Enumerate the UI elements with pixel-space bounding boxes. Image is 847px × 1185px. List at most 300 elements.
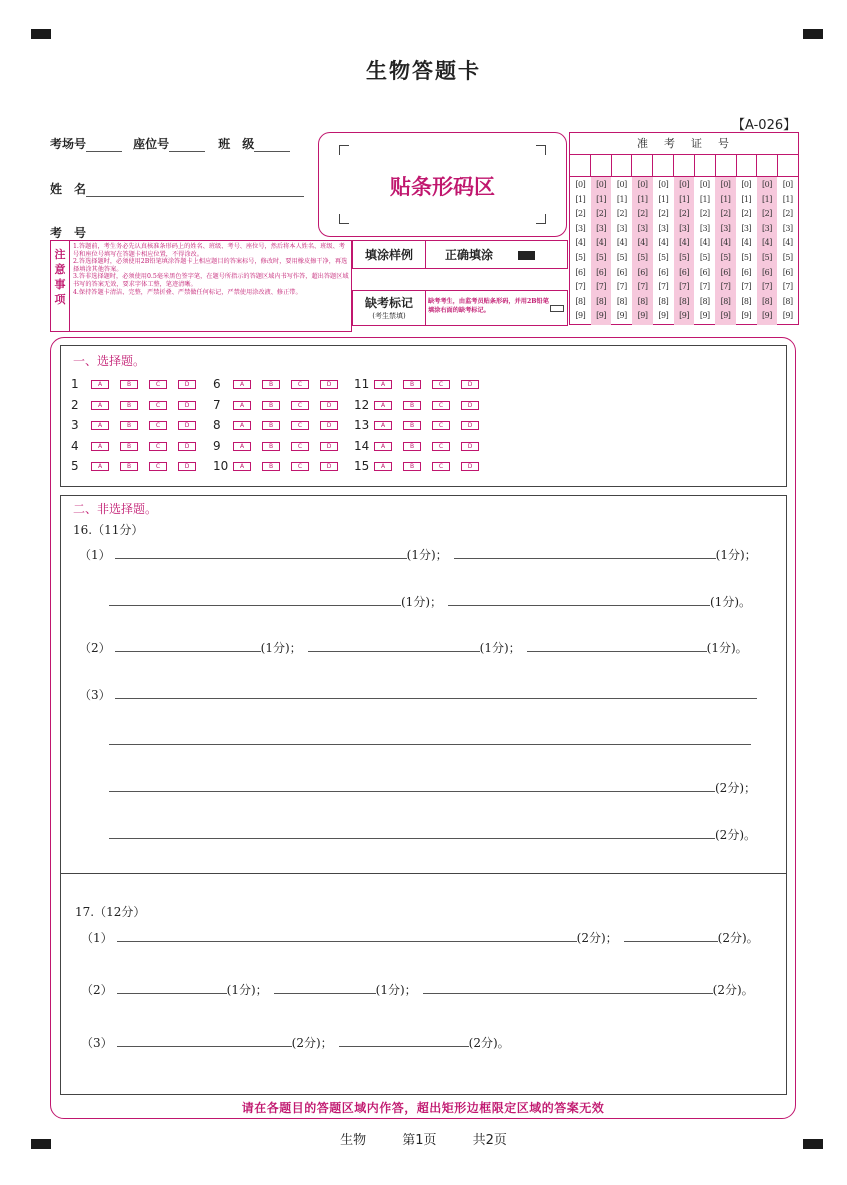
page-title: 生物答题卡	[366, 59, 481, 83]
digit-bubble[interactable]: [4]	[616, 238, 627, 248]
digit-bubble[interactable]: [7]	[575, 282, 586, 292]
notice-line: 2.答选择题时，必须使用2B铅笔填涂答题卡上相应题目的答案标号，修改时，要用橡皮擦干净，再选择填涂其他答案。	[73, 258, 348, 273]
mc-question-number: 14	[354, 439, 370, 453]
mc-option-b[interactable]: B	[120, 421, 138, 430]
admission-digit-column	[715, 177, 736, 325]
digit-bubble[interactable]: [5]	[596, 252, 607, 262]
digit-bubble[interactable]: [7]	[679, 282, 689, 292]
score: (2分)。	[717, 931, 759, 945]
digit-bubble[interactable]: [2]	[679, 209, 689, 219]
mc-option-c[interactable]: C	[149, 380, 167, 389]
answer-line[interactable]	[115, 640, 261, 652]
mc-option-d[interactable]: D	[178, 442, 196, 451]
mc-option-a[interactable]: A	[91, 442, 109, 451]
mc-question	[354, 439, 490, 453]
digit-bubble[interactable]: [1]	[762, 194, 772, 204]
digit-bubble[interactable]: [9]	[699, 311, 710, 321]
digit-bubble[interactable]: [9]	[762, 311, 772, 321]
digit-bubble[interactable]: [8]	[679, 296, 689, 306]
mc-option-b[interactable]: B	[262, 401, 280, 410]
digit-bubble[interactable]: [0]	[720, 180, 731, 189]
position-mark-tl	[31, 29, 51, 39]
mc-question-number: 12	[354, 398, 370, 412]
mc-option-b[interactable]: B	[403, 421, 421, 430]
answer-line[interactable]	[109, 827, 715, 839]
digit-bubble[interactable]: [6]	[762, 267, 772, 277]
admission-digit-column	[757, 177, 778, 325]
mc-option-d[interactable]: D	[320, 462, 338, 471]
bottom-note: 请在各题目的答题区域内作答，超出矩形边框限定区域的答案无效	[241, 1101, 605, 1115]
digit-bubble[interactable]: [5]	[616, 252, 627, 262]
barcode-area	[318, 132, 567, 237]
mc-option-b[interactable]: B	[262, 442, 280, 451]
digit-bubble[interactable]: [0]	[782, 180, 793, 189]
digit-bubble[interactable]: [9]	[720, 311, 731, 321]
digit-bubble[interactable]: [6]	[637, 267, 648, 277]
digit-bubble[interactable]: [6]	[699, 267, 710, 277]
mc-option-c[interactable]: C	[149, 462, 167, 471]
exam-room-field[interactable]	[86, 138, 122, 152]
mc-option-b[interactable]: B	[262, 380, 280, 389]
answer-line[interactable]	[339, 1035, 469, 1047]
mc-question-number: 15	[354, 459, 370, 473]
digit-bubble[interactable]: [1]	[616, 194, 627, 204]
card-code: 【A-026】	[732, 118, 797, 133]
mc-option-a[interactable]: A	[233, 442, 251, 451]
mc-question	[71, 439, 207, 453]
mc-question	[71, 459, 207, 473]
digit-bubble[interactable]: [5]	[762, 252, 772, 262]
mc-question-number: 3	[71, 418, 79, 432]
mc-option-c[interactable]: C	[432, 421, 450, 430]
mc-option-d[interactable]: D	[461, 462, 479, 471]
mc-option-a[interactable]: A	[233, 462, 251, 471]
score: (2分)。	[715, 828, 756, 842]
fill-sample-label: 填涂样例	[353, 241, 426, 268]
digit-bubble[interactable]: [3]	[699, 223, 710, 233]
mc-question-number: 1	[71, 377, 79, 391]
q17-p2-row	[81, 981, 754, 998]
digit-bubble[interactable]: [3]	[575, 223, 586, 233]
answer-line[interactable]	[115, 547, 407, 559]
score: (1分)；	[406, 548, 448, 562]
mc-option-c[interactable]: C	[432, 380, 450, 389]
mc-option-c[interactable]: C	[432, 401, 450, 410]
mc-option-b[interactable]: B	[120, 442, 138, 451]
mc-option-c[interactable]: C	[291, 442, 309, 451]
digit-bubble[interactable]: [0]	[658, 180, 669, 189]
digit-bubble[interactable]: [0]	[699, 180, 710, 189]
digit-bubble[interactable]: [1]	[699, 194, 710, 204]
mc-question-number: 13	[354, 418, 370, 432]
filled-sample-mark	[518, 251, 535, 260]
mc-option-b[interactable]: B	[403, 380, 421, 389]
digit-bubble[interactable]: [4]	[637, 238, 648, 248]
exam-room-label: 考场号	[50, 137, 87, 151]
absent-sub: (考生禁填)	[372, 312, 406, 320]
digit-bubble[interactable]: [6]	[679, 267, 689, 277]
digit-bubble[interactable]: [8]	[741, 296, 752, 306]
admission-digit-box[interactable]	[612, 155, 633, 176]
mc-option-d[interactable]: D	[320, 421, 338, 430]
score: (1分)；	[226, 983, 268, 997]
notice-line: 3.答非选择题时，必须使用0.5毫米黑色签字笔，在题号所指示的答题区域内书写作答，超出答题区域书写的答案无效，要求字体工整，笔迹清晰。	[73, 273, 349, 288]
digit-bubble[interactable]: [4]	[782, 238, 793, 248]
mc-option-b[interactable]: B	[120, 380, 138, 389]
digit-bubble[interactable]: [3]	[616, 223, 627, 233]
digit-bubble[interactable]: [8]	[637, 296, 648, 306]
digit-bubble[interactable]: [9]	[782, 311, 793, 321]
digit-bubble[interactable]: [7]	[782, 282, 793, 292]
digit-bubble[interactable]: [9]	[596, 311, 607, 321]
digit-bubble[interactable]: [6]	[658, 267, 669, 277]
free-response-section	[60, 495, 787, 1095]
admission-digit-column	[632, 177, 653, 325]
mc-option-c[interactable]: C	[432, 442, 450, 451]
mc-option-d[interactable]: D	[461, 401, 479, 410]
name-field[interactable]	[86, 183, 304, 197]
q17-p3-label: （3）	[81, 1036, 113, 1050]
digit-bubble[interactable]: [6]	[741, 267, 752, 277]
admission-digit-box[interactable]	[674, 155, 695, 176]
admission-digit-box[interactable]	[757, 155, 778, 176]
digit-bubble[interactable]: [2]	[596, 209, 607, 219]
mc-option-c[interactable]: C	[291, 380, 309, 389]
digit-bubble[interactable]: [4]	[679, 238, 689, 248]
mc-option-d[interactable]: D	[461, 380, 479, 389]
digit-bubble[interactable]: [0]	[575, 180, 586, 189]
digit-bubble[interactable]: [8]	[762, 296, 772, 306]
notice-side-char: 事	[54, 278, 66, 291]
mc-option-d[interactable]: D	[178, 401, 196, 410]
digit-bubble[interactable]: [7]	[658, 282, 669, 292]
mc-question	[213, 398, 349, 412]
mc-option-a[interactable]: A	[91, 401, 109, 410]
mc-question	[71, 377, 207, 391]
corner-tl	[339, 145, 349, 155]
digit-bubble[interactable]: [1]	[741, 194, 752, 204]
q16-p3-row4	[109, 826, 756, 843]
answer-line[interactable]	[527, 640, 707, 652]
digit-bubble[interactable]: [5]	[720, 252, 731, 262]
mc-question-number: 10	[213, 459, 229, 473]
digit-bubble[interactable]: [1]	[575, 194, 586, 204]
q16-p3-row3	[109, 779, 756, 796]
digit-bubble[interactable]: [3]	[596, 223, 607, 233]
digit-bubble[interactable]: [1]	[679, 194, 689, 204]
seat-field[interactable]	[169, 138, 205, 152]
q17-p1-row	[81, 929, 759, 946]
mc-option-a[interactable]: A	[91, 421, 109, 430]
mc-option-a[interactable]: A	[374, 442, 392, 451]
q17-p2-label: （2）	[81, 983, 113, 997]
q17-p3-row	[81, 1034, 510, 1051]
answer-line[interactable]	[109, 733, 751, 745]
digit-bubble[interactable]: [0]	[679, 180, 689, 189]
answer-line[interactable]	[454, 547, 716, 559]
mc-question	[354, 398, 490, 412]
admission-digit-column	[674, 177, 695, 325]
digit-bubble[interactable]: [0]	[616, 180, 627, 189]
corner-br	[536, 214, 546, 224]
digit-bubble[interactable]: [4]	[596, 238, 607, 248]
absent-desc: 缺考考生，由监考员贴条形码，并用2B铅笔填涂右面的缺考标记。	[428, 298, 549, 314]
mc-question	[354, 418, 490, 432]
digit-bubble[interactable]: [3]	[720, 223, 731, 233]
digit-bubble[interactable]: [4]	[575, 238, 586, 248]
q17-p1-label: （1）	[81, 931, 113, 945]
answer-line[interactable]	[308, 640, 480, 652]
q16-p1-label: （1）	[79, 548, 111, 562]
digit-bubble[interactable]: [4]	[720, 238, 731, 248]
digit-bubble[interactable]: [7]	[616, 282, 627, 292]
exam-no-label: 考 号	[50, 226, 87, 240]
digit-bubble[interactable]: [9]	[679, 311, 689, 321]
mc-option-a[interactable]: A	[374, 462, 392, 471]
digit-bubble[interactable]: [9]	[741, 311, 752, 321]
q16-p1-row1	[79, 546, 757, 563]
absent-checkbox[interactable]	[550, 305, 564, 312]
mc-option-c[interactable]: C	[149, 421, 167, 430]
digit-bubble[interactable]: [6]	[616, 267, 627, 277]
digit-bubble[interactable]: [3]	[741, 223, 752, 233]
info-row-3	[50, 222, 304, 241]
score: (2分)；	[291, 1036, 333, 1050]
notice-side-char: 意	[54, 263, 66, 276]
admission-digit-box[interactable]	[695, 155, 716, 176]
mc-option-a[interactable]: A	[374, 380, 392, 389]
mc-option-a[interactable]: A	[233, 401, 251, 410]
info-row-1	[50, 133, 290, 152]
mc-option-c[interactable]: C	[291, 462, 309, 471]
digit-bubble[interactable]: [5]	[575, 252, 586, 262]
digit-bubble[interactable]: [3]	[679, 223, 689, 233]
digit-bubble[interactable]: [4]	[762, 238, 772, 248]
mc-question	[71, 418, 207, 432]
digit-bubble[interactable]: [1]	[658, 194, 669, 204]
absent-label-cell	[353, 291, 426, 325]
mc-option-c[interactable]: C	[149, 401, 167, 410]
digit-bubble[interactable]: [2]	[616, 209, 627, 219]
mc-option-b[interactable]: B	[403, 442, 421, 451]
mc-question	[213, 377, 349, 391]
answer-line[interactable]	[117, 982, 227, 994]
answer-line[interactable]	[423, 982, 713, 994]
digit-bubble[interactable]: [1]	[782, 194, 793, 204]
digit-bubble[interactable]: [7]	[762, 282, 772, 292]
admission-digit-column	[611, 177, 632, 325]
digit-bubble[interactable]: [1]	[596, 194, 607, 204]
mc-option-d[interactable]: D	[320, 401, 338, 410]
digit-bubble[interactable]: [5]	[782, 252, 793, 262]
mc-option-d[interactable]: D	[178, 462, 196, 471]
digit-bubble[interactable]: [4]	[741, 238, 752, 248]
digit-bubble[interactable]: [3]	[782, 223, 793, 233]
mc-question	[213, 418, 349, 432]
mc-option-c[interactable]: C	[291, 401, 309, 410]
q17-label: 17.（12分）	[75, 905, 146, 919]
q16-p1-row2	[109, 593, 751, 610]
admission-digit-box[interactable]	[716, 155, 737, 176]
info-row-2	[50, 178, 304, 197]
footer-total: 共2页	[472, 1133, 507, 1148]
answer-line[interactable]	[274, 982, 376, 994]
answer-line[interactable]	[109, 594, 401, 606]
admission-number-grid	[569, 132, 799, 325]
digit-bubble[interactable]: [4]	[658, 238, 669, 248]
notice-side-char: 项	[54, 293, 66, 306]
digit-bubble[interactable]: [7]	[741, 282, 752, 292]
digit-bubble[interactable]: [9]	[575, 311, 586, 321]
notice-line: 1.答题前，考生务必先认真核准条形码上的姓名、班级、考号、座位号，然后将本人姓名、班级、考号和座位号填写在答题卡相应位置，不得涂改。	[73, 243, 345, 258]
notice-side-char: 注	[54, 248, 66, 261]
answer-line[interactable]	[115, 687, 757, 699]
admission-digit-box[interactable]	[737, 155, 758, 176]
admission-digit-box[interactable]	[778, 155, 798, 176]
mc-option-c[interactable]: C	[432, 462, 450, 471]
digit-bubble[interactable]: [0]	[596, 180, 607, 189]
digit-bubble[interactable]: [2]	[720, 209, 731, 219]
digit-bubble[interactable]: [8]	[720, 296, 731, 306]
answer-line[interactable]	[109, 780, 715, 792]
footer-page: 第1页	[402, 1133, 437, 1148]
q16-p2-label: （2）	[79, 641, 111, 655]
name-label: 姓 名	[50, 182, 87, 196]
admission-digit-column	[736, 177, 757, 325]
admission-header: 准考证号	[570, 133, 798, 155]
digit-bubble[interactable]: [7]	[699, 282, 710, 292]
digit-bubble[interactable]: [2]	[637, 209, 648, 219]
answer-line[interactable]	[117, 1035, 292, 1047]
digit-bubble[interactable]: [9]	[637, 311, 648, 321]
digit-bubble[interactable]: [3]	[762, 223, 772, 233]
digit-bubble[interactable]: [5]	[658, 252, 669, 262]
mc-option-d[interactable]: D	[461, 421, 479, 430]
digit-bubble[interactable]: [7]	[720, 282, 731, 292]
digit-bubble[interactable]: [7]	[596, 282, 607, 292]
mc-option-d[interactable]: D	[461, 442, 479, 451]
admission-digit-box[interactable]	[570, 155, 591, 176]
notice-line: 4.保持答题卡清洁、完整，严禁折叠、严禁做任何标记，严禁使用涂改液、修正带。	[73, 288, 302, 296]
score: (1分)；	[401, 595, 442, 609]
digit-bubble[interactable]: [9]	[616, 311, 627, 321]
digit-bubble[interactable]: [2]	[699, 209, 710, 219]
admission-write-boxes	[570, 155, 798, 177]
admission-digit-box[interactable]	[632, 155, 653, 176]
score: (2分)。	[712, 983, 754, 997]
score: (2分)。	[468, 1036, 510, 1050]
digit-bubble[interactable]: [7]	[637, 282, 648, 292]
mc-option-b[interactable]: B	[403, 401, 421, 410]
digit-bubble[interactable]: [2]	[762, 209, 772, 219]
mc-option-b[interactable]: B	[262, 462, 280, 471]
digit-bubble[interactable]: [3]	[658, 223, 669, 233]
mc-option-d[interactable]: D	[178, 380, 196, 389]
answer-line[interactable]	[448, 594, 710, 606]
q16-label: 16.（11分）	[73, 523, 144, 537]
mc-option-d[interactable]: D	[320, 380, 338, 389]
answer-line[interactable]	[117, 930, 577, 942]
mc-question	[213, 439, 349, 453]
mc-option-a[interactable]: A	[374, 401, 392, 410]
notice-box	[50, 240, 352, 332]
mc-option-a[interactable]: A	[233, 380, 251, 389]
mc-question	[213, 459, 349, 473]
digit-bubble[interactable]: [2]	[741, 209, 752, 219]
digit-bubble[interactable]: [6]	[596, 267, 607, 277]
digit-bubble[interactable]: [0]	[741, 180, 752, 189]
score: (1分)；	[260, 641, 302, 655]
digit-bubble[interactable]: [4]	[699, 238, 710, 248]
admission-digit-column	[694, 177, 715, 325]
digit-bubble[interactable]: [9]	[658, 311, 669, 321]
score: (2分)；	[576, 931, 618, 945]
digit-bubble[interactable]: [8]	[575, 296, 586, 306]
absent-mark-box	[352, 290, 568, 326]
digit-bubble[interactable]: [8]	[616, 296, 627, 306]
answer-line[interactable]	[624, 930, 718, 942]
digit-bubble[interactable]: [8]	[658, 296, 669, 306]
corner-bl	[339, 214, 349, 224]
mc-option-b[interactable]: B	[120, 401, 138, 410]
admission-digit-box[interactable]	[591, 155, 612, 176]
mc-option-b[interactable]: B	[403, 462, 421, 471]
digit-bubble[interactable]: [6]	[720, 267, 731, 277]
digit-bubble[interactable]: [0]	[762, 180, 772, 189]
mc-option-a[interactable]: A	[374, 421, 392, 430]
mc-option-a[interactable]: A	[233, 421, 251, 430]
digit-bubble[interactable]: [0]	[637, 180, 648, 189]
digit-bubble[interactable]: [8]	[782, 296, 793, 306]
digit-bubble[interactable]: [1]	[720, 194, 731, 204]
digit-bubble[interactable]: [8]	[699, 296, 710, 306]
class-field[interactable]	[254, 138, 290, 152]
digit-bubble[interactable]: [2]	[658, 209, 669, 219]
exam-no-field[interactable]	[86, 227, 304, 241]
seat-label: 座位号	[133, 137, 170, 151]
mc-option-a[interactable]: A	[91, 380, 109, 389]
mc-option-d[interactable]: D	[178, 421, 196, 430]
digit-bubble[interactable]: [1]	[637, 194, 648, 204]
digit-bubble[interactable]: [3]	[637, 223, 648, 233]
digit-bubble[interactable]: [5]	[699, 252, 710, 262]
digit-bubble[interactable]: [5]	[637, 252, 648, 262]
mc-option-b[interactable]: B	[262, 421, 280, 430]
multiple-choice-section	[60, 345, 787, 487]
section1-title: 一、选择题。	[73, 354, 146, 368]
digit-bubble[interactable]: [6]	[782, 267, 793, 277]
mc-option-b[interactable]: B	[120, 462, 138, 471]
digit-bubble[interactable]: [8]	[596, 296, 607, 306]
digit-bubble[interactable]: [5]	[741, 252, 752, 262]
digit-bubble[interactable]: [2]	[782, 209, 793, 219]
score: (2分)；	[715, 781, 756, 795]
mc-option-c[interactable]: C	[291, 421, 309, 430]
score: (1分)。	[710, 595, 751, 609]
digit-bubble[interactable]: [5]	[679, 252, 689, 262]
section-divider	[61, 873, 786, 874]
mc-option-d[interactable]: D	[320, 442, 338, 451]
q16-p2-row	[79, 639, 748, 656]
mc-option-a[interactable]: A	[91, 462, 109, 471]
digit-bubble[interactable]: [6]	[575, 267, 586, 277]
digit-bubble[interactable]: [2]	[575, 209, 586, 219]
q16-p3-row1	[79, 686, 757, 703]
admission-digit-column	[653, 177, 674, 325]
admission-digit-box[interactable]	[653, 155, 674, 176]
mc-option-c[interactable]: C	[149, 442, 167, 451]
mc-question	[354, 459, 490, 473]
